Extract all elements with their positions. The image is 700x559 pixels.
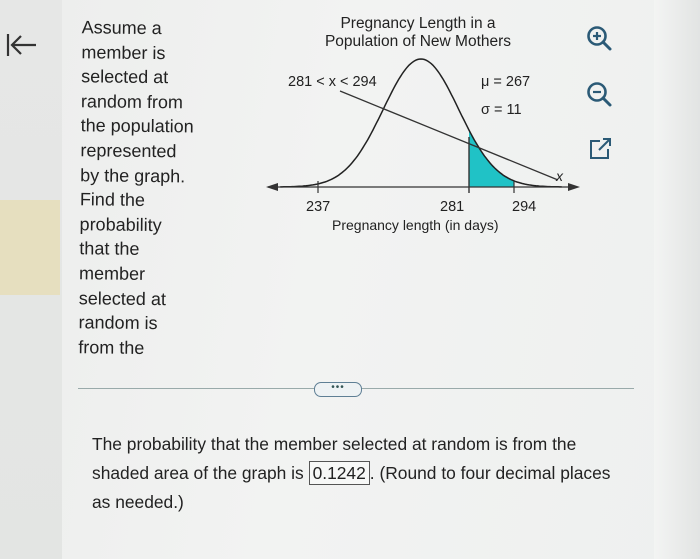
question-text: Assume a member is selected at random from the population represented by the graph. Find the probability that the member selected at random is from the [78, 17, 194, 358]
answer-text [92, 430, 632, 517]
x-axis-label: Pregnancy length (in days) [332, 217, 499, 233]
normal-distribution-graph [258, 55, 588, 245]
x-axis-left-arrow [266, 183, 278, 191]
external-link-icon[interactable] [586, 134, 616, 164]
x-axis-right-arrow [568, 183, 580, 191]
tick-label-281: 281 [440, 199, 465, 215]
sd-label: σ = 11 [481, 102, 522, 118]
right-panel-edge [654, 0, 700, 559]
more-button[interactable]: ••• [314, 382, 362, 397]
mean-label: μ = 267 [481, 74, 531, 90]
zoom-out-icon[interactable] [585, 80, 615, 110]
interval-label: 281 < x < 294 [288, 74, 377, 90]
answer-input[interactable]: 0.1242 [309, 461, 370, 485]
graph-title [300, 15, 536, 51]
pointer-line [340, 91, 558, 180]
zoom-in-icon[interactable] [585, 24, 615, 54]
x-axis-variable: x [556, 168, 563, 184]
tick-label-237: 237 [306, 199, 331, 215]
answer-prefix: The probability that the member selected at random is from the shaded area of the graph is [92, 434, 577, 483]
graph-title-line2: Population of New Mothers [324, 33, 512, 50]
left-panel-highlight [0, 200, 60, 295]
graph-title-line1: Pregnancy Length in a [340, 15, 496, 32]
arrow-left-icon[interactable] [2, 30, 38, 60]
answer-suffix: . (Round to four decimal places as needed.) [92, 463, 611, 512]
tick-label-294: 294 [512, 199, 537, 215]
